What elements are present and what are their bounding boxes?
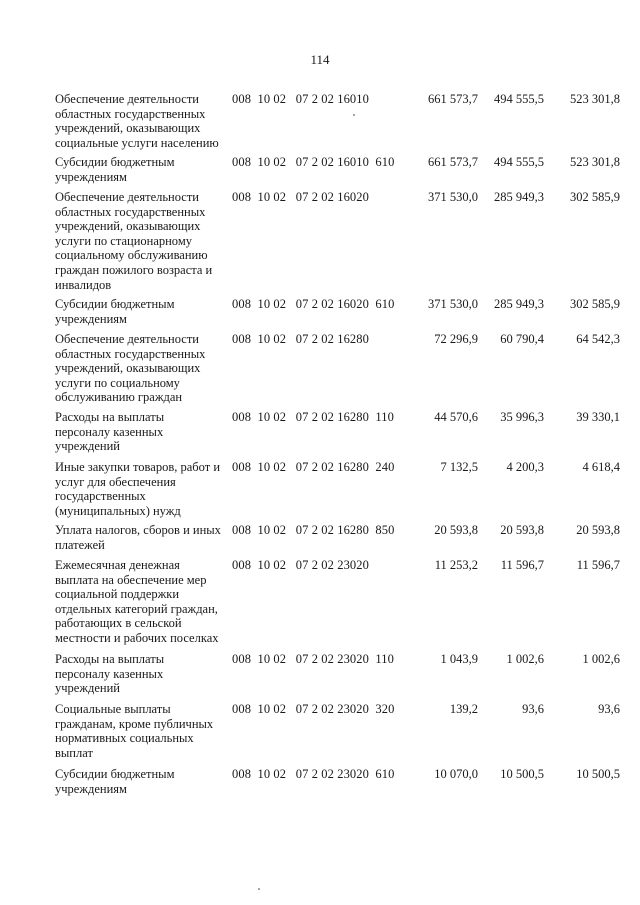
row-description: Расходы на выплаты персоналу казенных учреждений (55, 410, 165, 454)
row-value-3: 4 618,4 (582, 460, 620, 474)
row-value-2: 35 996,3 (500, 410, 544, 424)
row-value-2: 20 593,8 (500, 523, 544, 537)
row-description: Социальные выплаты гражданам, кроме публичных нормативных социальных выплат (55, 702, 214, 760)
row-value-2: 4 200,3 (506, 460, 544, 474)
row-value-3: 523 301,8 (570, 155, 620, 169)
row-code: 008 10 02 07 2 02 23020 (232, 558, 369, 572)
row-value-3: 20 593,8 (576, 523, 620, 537)
row-description: Обеспечение деятельности областных государственных учреждений, оказывающих услуги по стационарному социальному обслуживанию граждан пожилого возраста и инвалидов (55, 190, 213, 292)
row-value-1: 44 570,6 (434, 410, 478, 424)
row-value-2: 93,6 (522, 702, 544, 716)
row-value-3: 302 585,9 (570, 297, 620, 311)
row-value-3: 64 542,3 (576, 332, 620, 346)
row-code: 008 10 02 07 2 02 16280 240 (232, 460, 395, 474)
row-value-3: 39 330,1 (576, 410, 620, 424)
row-value-2: 285 949,3 (494, 190, 544, 204)
row-code: 008 10 02 07 2 02 16010 610 (232, 155, 395, 169)
row-value-1: 661 573,7 (428, 92, 478, 106)
row-description: Субсидии бюджетным учреждениям (55, 297, 175, 326)
row-code: 008 10 02 07 2 02 16280 110 (232, 410, 395, 424)
row-code: 008 10 02 07 2 02 23020 320 (232, 702, 395, 716)
row-value-1: 20 593,8 (434, 523, 478, 537)
row-code: 008 10 02 07 2 02 16280 850 (232, 523, 395, 537)
row-description: Субсидии бюджетным учреждениям (55, 155, 175, 184)
row-value-3: 93,6 (598, 702, 620, 716)
row-value-2: 494 555,5 (494, 155, 544, 169)
row-description: Обеспечение деятельности областных государственных учреждений, оказывающих социальные услуги населению (55, 92, 219, 150)
row-value-2: 1 002,6 (506, 652, 544, 666)
row-value-1: 7 132,5 (440, 460, 478, 474)
row-value-2: 10 500,5 (500, 767, 544, 781)
row-code: 008 10 02 07 2 02 16020 (232, 190, 369, 204)
row-value-2: 60 790,4 (500, 332, 544, 346)
page-number: 114 (310, 52, 330, 67)
row-value-2: 494 555,5 (494, 92, 544, 106)
row-value-2: 285 949,3 (494, 297, 544, 311)
row-value-3: 302 585,9 (570, 190, 620, 204)
row-code: 008 10 02 07 2 02 16020 610 (232, 297, 395, 311)
scan-speck (258, 888, 260, 890)
row-value-1: 371 530,0 (428, 190, 478, 204)
row-value-3: 1 002,6 (582, 652, 620, 666)
row-value-1: 661 573,7 (428, 155, 478, 169)
row-value-1: 371 530,0 (428, 297, 478, 311)
row-code: 008 10 02 07 2 02 16010 (232, 92, 369, 106)
row-value-2: 11 596,7 (500, 558, 544, 572)
row-value-1: 10 070,0 (434, 767, 478, 781)
row-value-3: 523 301,8 (570, 92, 620, 106)
row-description: Уплата налогов, сборов и иных платежей (55, 523, 221, 552)
row-value-1: 11 253,2 (434, 558, 478, 572)
row-description: Ежемесячная денежная выплата на обеспечение мер социальной поддержки отдельных категорий граждан, работающих в сельской местности и рабочих поселках (55, 558, 219, 645)
row-description: Иные закупки товаров, работ и услуг для обеспечения государственных (муниципальных) нужд (55, 460, 221, 518)
row-description: Расходы на выплаты персоналу казенных учреждений (55, 652, 165, 696)
row-value-1: 1 043,9 (440, 652, 478, 666)
row-code: 008 10 02 07 2 02 23020 610 (232, 767, 395, 781)
row-value-1: 72 296,9 (434, 332, 478, 346)
row-code: 008 10 02 07 2 02 16280 (232, 332, 369, 346)
row-value-1: 139,2 (449, 702, 478, 716)
row-value-3: 11 596,7 (576, 558, 620, 572)
row-description: Субсидии бюджетным учреждениям (55, 767, 175, 796)
row-description: Обеспечение деятельности областных государственных учреждений, оказывающих услуги по социальному обслуживанию граждан (55, 332, 206, 405)
row-value-3: 10 500,5 (576, 767, 620, 781)
row-code: 008 10 02 07 2 02 23020 110 (232, 652, 395, 666)
scan-speck (353, 114, 355, 116)
